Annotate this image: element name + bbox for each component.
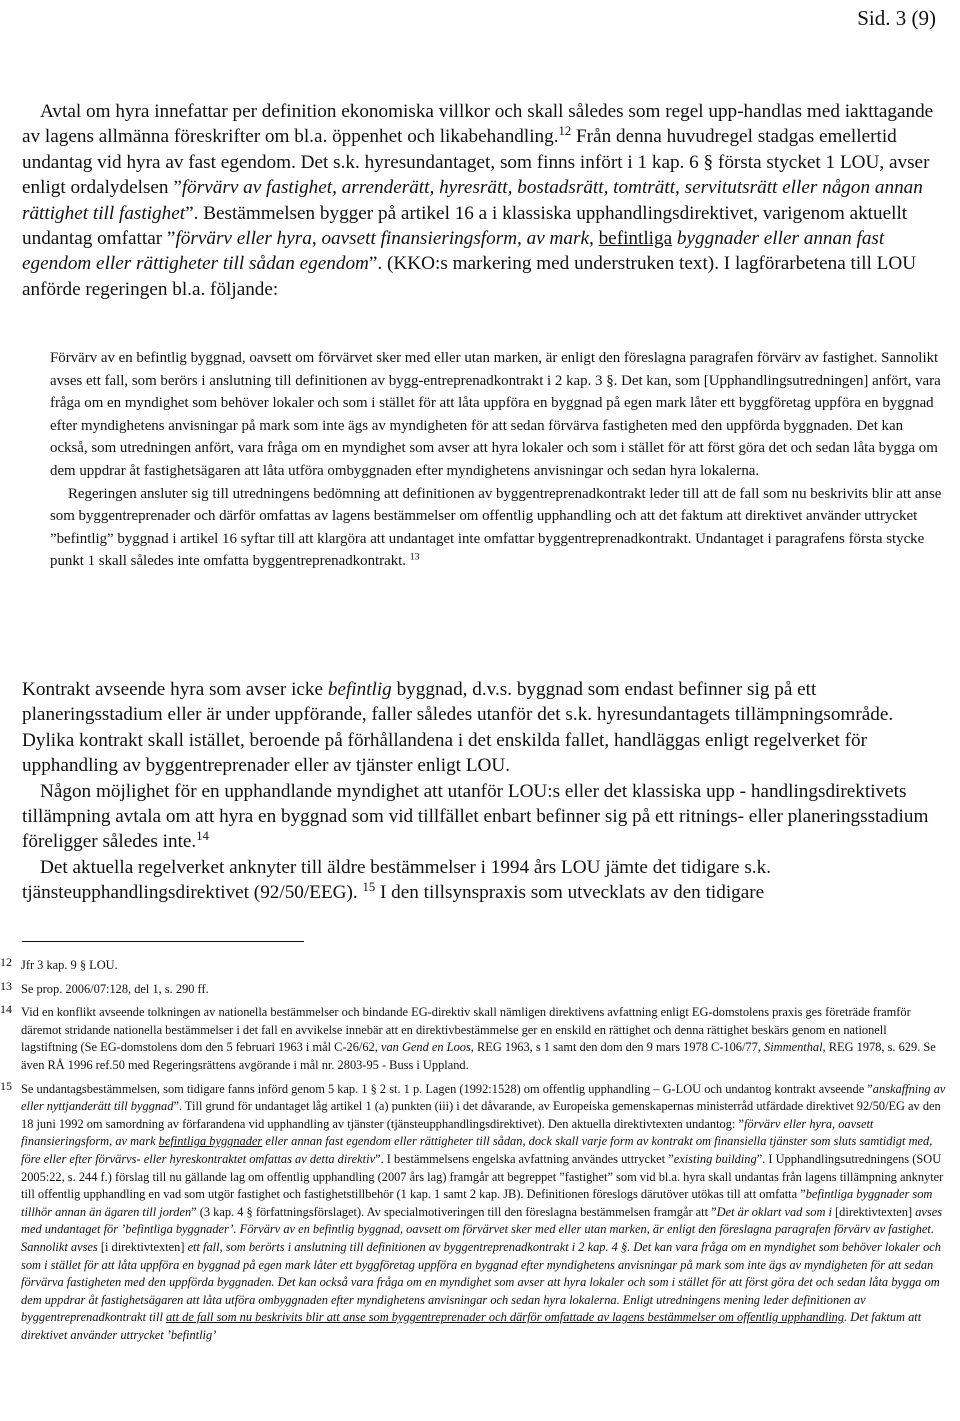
- quote-text: Förvärv av en befintlig byggnad, oavsett om förvärvet sker med eller utan marken, är enligt den föreslagna paragrafen förvärv av fastighet. Sannolikt avses ett fall, som berörs i anslutning till definitionen av bygg-entreprenadkontrakt i 2 kap. 3 §. Det kan, som [Upphandlingsutredningen] anfört, vara fråga om en myndighet som behöver lokaler och som i stället för att låta uppföra en byggnad på egen mark låter ett byggföretag uppföra en byggnad efter myndighetens anvisningar på mark som inte ägs av myndigheten för att sedan förvärva fastigheten med den uppförda byggnaden. Det kan också, som utredningen anfört, vara fråga om en myndighet som avser att hyra lokaler och som i stället för att först göra det och sedan låta bygga om dem uppdrar åt fastighetsägaren att låta utföra ombyggnaden efter myndighetens anvisningar och sedan hyra lokalerna.: [50, 350, 941, 479]
- text-span: , REG 1963, s 1 samt den dom den 9 mars 1978 C-106/77,: [470, 1040, 765, 1055]
- underlined-italic-span: befintliga byggnader: [158, 1134, 263, 1149]
- footnotes: [0, 957, 960, 1350]
- footnote-divider: [22, 941, 304, 942]
- text-span: Avtal om hyra innefattar per definition ekonomiska villkor och skall således som regel upp-handlas med iakttagande av lagens allmänna föreskrifter om bl.a. öppenhet och likabehandling.: [22, 101, 934, 148]
- quoted-definition: förvärv av fastighet, arrenderätt, hyresrätt, bostadsrätt, tomträtt, servitutsrätt eller någon annan rättighet till fastighet: [22, 177, 923, 224]
- underlined-term: befintliga: [598, 228, 673, 250]
- text-span: [direktivtexten]: [831, 1204, 916, 1219]
- footnote-text: Se prop. 2006/07:128, del 1, s. 290 ff.: [21, 981, 209, 996]
- footnote-12: [0, 957, 960, 975]
- italic-span: förvärv eller hyra, oavsett finansieringsform, av mark: [21, 1116, 874, 1149]
- italic-span: . Det faktum att direktivet använder uttrycket ’befintlig’: [21, 1310, 922, 1342]
- text-span: Det aktuella regelverket anknyter till äldre bestämmelser i 1994 års LOU jämte det tidigare s.k. tjänsteupphandlingsdirektivet (92/50/EEG).: [22, 856, 771, 904]
- paragraph-body: [22, 677, 942, 906]
- quoted-directive: förvärv eller hyra, oavsett finansieringsform, av mark,: [175, 228, 599, 250]
- footnote-ref-12[interactable]: 12: [558, 124, 572, 139]
- text-span: Se undantagsbestämmelsen, som tidigare fanns införd genom 5 kap. 1 § 2 st. 1 p. Lagen (1992:1528) om offentlig upphandling – G-LOU och undantog kontrakt avseende ”: [21, 1081, 873, 1096]
- italic-span: eller annan fast egendom eller rättigheter till sådan, dock skall varje form av kontrakt om finansiella tjänster som sluts samtidigt med, före eller efter förvärvs- eller hyreskontraktet omfattas av detta direktiv: [21, 1134, 933, 1166]
- footnote-text: Jfr 3 kap. 9 § LOU.: [21, 958, 118, 972]
- text-span: Vid en konflikt avseende tolkningen av nationella bestämmelser och bindande EG-direktiv skall nämligen direktivens avfattning enligt EG-domstolens praxis ges företräde framför däremot stridande nationella bestämmelser i det fall en avvikelse innebär att en direktivbestämmelse ger en enskild en rättighet och denna rättighet beskärs genom en nationell lagstiftning (Se EG-domstolens dom den 5 februari 1963 i mål C-26/62,: [21, 1005, 911, 1055]
- quoted-directive: byggnader eller annan fast egendom eller rättigheter till sådan egendom: [22, 228, 885, 275]
- footnote-number: 13: [0, 978, 12, 993]
- text-span: Från denna huvudregel stadgas emellertid undantag vid hyra av fast egendom. Det s.k. hyresundantaget, som finns infört i 1 kap. 6 § första stycket 1 LOU, avser enligt ordalydelsen ”: [22, 126, 930, 199]
- footnote-number: 14: [0, 1002, 12, 1017]
- italic-span: befintliga byggnader som tillhör annan än ägaren till jorden: [21, 1187, 933, 1219]
- text-span: Kontrakt avseende hyra som avser icke: [22, 679, 328, 700]
- paragraph-intro: [22, 99, 942, 302]
- text-span: , REG 1978, s. 629. Se även RÅ 1996 ref.50 med Regeringsrättens avgörande i mål nr. 2803-95 - Buss i Uppland.: [21, 1040, 936, 1072]
- footnote-15: [0, 1078, 960, 1345]
- text-span: ”. I Upphandlingsutredningens (SOU 2005:22, s. 244 f.) förslag till nu gällande lag om offentlig upphandling (2007 års lag) framgår att begreppet ”fastighet” som vid bl.a. hyra skall undantas från lagens tillämpning anknyter till offentlig upphandling en vad som utgör fastighet och fastighetstillbehör (1 kap. 1 samt 2 kap. JB). Definitionen föreslogs därutöver utökas till att omfatta ”: [21, 1151, 944, 1202]
- italic-span: anskaffning av eller nyttjanderätt till byggnad: [21, 1081, 946, 1114]
- case-name: van Gend en Loos: [380, 1040, 471, 1055]
- block-quote: [50, 347, 942, 573]
- text-span: I den tillsynspraxis som utvecklats av den tidigare: [375, 882, 765, 904]
- footnote-14: [0, 1004, 960, 1074]
- quote-text: Regeringen ansluter sig till utredningens bedömning att definitionen av byggentreprenadkontrakt leder till att de fall som nu beskrivits blir att anse som byggentreprenader och därför omfattas av lagens bestämmelser om offentlig upphandling och att det faktum att direktivet använder uttrycket ”befintlig” byggnad i artikel 16 syftar till att klargöra att undantaget inte omfattar byggentreprenadkontrakt. Undantaget i paragrafens första stycke punkt 1 skall således inte omfatta byggentreprenadkontrakt.: [50, 485, 942, 570]
- text-span: [i direktivtexten]: [97, 1239, 188, 1254]
- footnote-ref-14[interactable]: 14: [196, 829, 209, 844]
- text-span: ”. (KKO:s markering med understruken text). I lagförarbetena till LOU anförde regeringen bl.a. följande:: [22, 253, 917, 300]
- text-span: ”. Till grund för undantaget låg artikel 1 (a) punkten (iii) i det dåvarande, av Europeiska gemenskapernas ministerråd utfärdade direktivet 92/50/EG av den 18 juni 1992 om samordning av förfarandena vid upphandling av tjänster (tjänsteupphandlingsdirektivet). Den aktuella direktivtexten undantog: ”: [21, 1099, 941, 1131]
- text-span: ”. I bestämmelsens engelska avfattning användes uttrycket ”: [375, 1151, 674, 1166]
- italic-term: befintlig: [327, 679, 392, 700]
- footnote-text: [21, 1004, 946, 1074]
- text-span: ”. Bestämmelsen bygger på artikel 16 a i klassiska upphandlingsdirektivet, varigenom aktuellt undantag omfattar ”: [22, 202, 908, 250]
- footnote-ref-15[interactable]: 15: [362, 880, 376, 895]
- italic-span: Det är oklart vad som i: [716, 1204, 832, 1219]
- text-span: Någon möjlighet för en upphandlande myndighet att utanför LOU:s eller det klassiska upp - handlingsdirektivets tillämpning avtala om att hyra en byggnad som vid tillfället enbart befinner sig på ett ritnings- eller planeringsstadium föreligger således inte.: [22, 780, 929, 853]
- text-span: ” (3 kap. 4 § författningsförslaget). Av specialmotiveringen till den föreslagna bestämmelsen framgår att ”: [191, 1204, 717, 1219]
- footnote-13: [0, 978, 960, 999]
- footnote-number: 15: [0, 1078, 12, 1093]
- text-span: byggnad, d.v.s. byggnad som endast befinner sig på ett planeringsstadium eller är under uppförande, faller således utanför det s.k. hyresundantagets tillämpningsområde. Dylika kontrakt skall istället, beroende på förhållandena i det enskilda fallet, handläggas enligt regelverket för upphandling av byggentreprenader eller av tjänster enligt LOU.: [22, 679, 894, 777]
- case-name: Simmenthal: [764, 1040, 823, 1055]
- italic-span: existing building: [673, 1151, 757, 1166]
- footnote-ref-13[interactable]: 13: [409, 551, 420, 563]
- underlined-italic-span: att de fall som nu beskrivits blir att anse som byggentreprenader och därför omfattade av lagens bestämmelser om offentlig upphandling: [165, 1310, 845, 1325]
- italic-span: ett fall, som berörts i anslutning till definitionen av byggentreprenadkontrakt i 2 kap. 4 §. Det kan vara fråga om en myndighet som behöver lokaler och som i stället för att låta uppföra en byggnad på egen mark låter ett byggföretag uppföra en byggnad efter myndighetens anvisningar på mark som inte ägs av myndigheten för att sedan förvärva fastigheten med den uppförda byggnaden. Det kan också vara fråga om en myndighet som avser att hyra lokaler och som i stället för att först göra det och sedan låta bygga om dem uppdrar åt fastighetsägaren att låta utföra ombyggnaden efter myndighetens anvisningar och sedan hyra lokalerna. Enligt utredningens mening leder definitionen av byggentreprenadkontrakt till: [21, 1239, 941, 1325]
- footnote-number: 12: [0, 955, 12, 969]
- italic-span: avses med undantaget för ’befintliga byggnader’. Förvärv av en befintlig byggnad, oavsett om förvärvet sker med eller utan marken, är enligt den föreslagna paragrafen förvärv av fastighet. Sannolikt avses: [21, 1204, 943, 1254]
- footnote-text: [21, 1081, 946, 1345]
- page-number: Sid. 3 (9): [857, 6, 936, 30]
